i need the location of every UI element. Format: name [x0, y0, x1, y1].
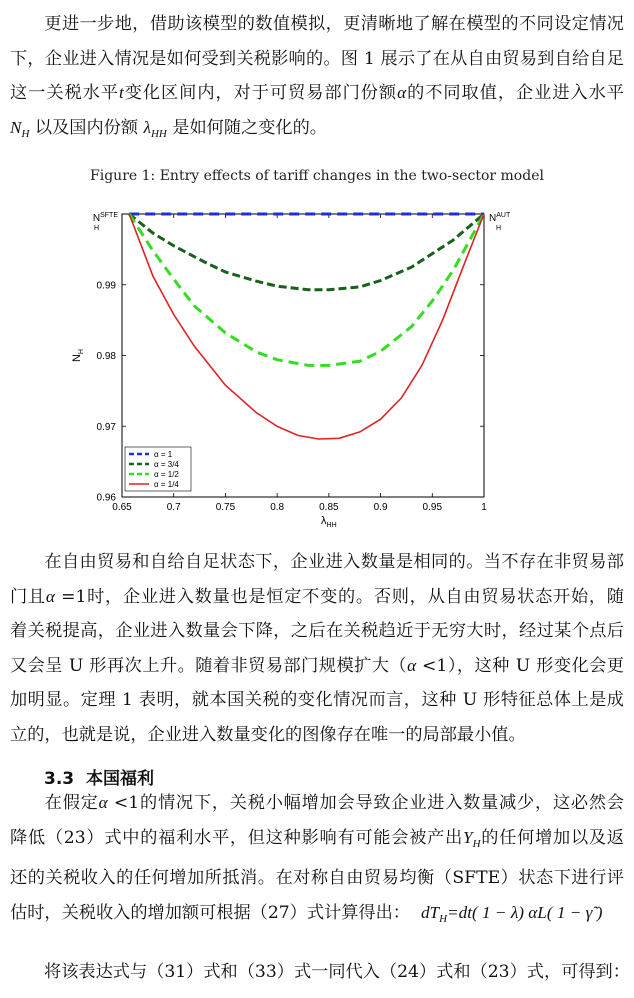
- result-line-2b: 时，企业进入数量也是恒定不变的。否则，从自由贸易状态开始，随: [86, 586, 624, 607]
- legend-entry-4: α = 1/4: [154, 480, 179, 489]
- welfare-line-2a: 降低（23）式中的福利水平，但这种影响有可能会被产出: [10, 827, 464, 848]
- y-tick-label: 0.99: [96, 280, 116, 292]
- intro-line-4a: 以及国内份额: [29, 117, 144, 138]
- formula-dt: dT: [420, 902, 440, 922]
- intro-line-3a: 这一关税水平: [10, 83, 119, 103]
- formula-rest: =dt( 1 − λ) αL( 1 − γ̃ ): [447, 902, 603, 922]
- intro-line-2: 下，企业进入情况是如何受到关税影响的。图 1 展示了在从自由贸易到自给自足: [10, 48, 624, 69]
- welfare-paragraph: [10, 786, 624, 937]
- welfare-line-3: 还的关税收入的任何增加所抵消。在对称自由贸易均衡（SFTE）状态下进行评: [10, 868, 624, 889]
- x-tick-label: 0.85: [319, 502, 339, 513]
- intro-line-1: 更进一步地，借助该模型的数值模拟，更清晰地了解在模型的不同设定情况: [44, 14, 624, 34]
- section-number: 3.3: [44, 769, 75, 789]
- formula-subscript: H: [439, 913, 448, 926]
- x-axis-label: $\lambda_{HH}$: [321, 515, 337, 529]
- entry-effects-chart: [60, 195, 530, 535]
- welfare-line-4a: 估时，关税收入的增加额可根据（27）式计算得出：: [10, 902, 410, 923]
- legend-entry-1: α = 1: [154, 450, 173, 459]
- x-tick-label: 0.65: [112, 502, 132, 513]
- legend-entry-2: α = 3/4: [154, 460, 179, 469]
- alpha-symbol: α: [45, 586, 55, 606]
- x-tick-label: 0.9: [373, 502, 388, 513]
- substitution-line-1: 将该表达式与（31）式和（33）式一同代入（24）式和（23）式，可得到：: [44, 962, 630, 982]
- sfte-annotation-sub: H: [94, 225, 100, 232]
- x-tick-label: 0.8: [270, 502, 285, 513]
- x-tick-label: 1: [481, 502, 487, 513]
- tariff-revenue-formula: [420, 902, 603, 926]
- y-tick-label: 0.96: [96, 492, 116, 504]
- intro-line-3b: 变化区间内，对于可贸易部门份额: [123, 83, 398, 103]
- substitution-paragraph: [10, 955, 630, 990]
- x-tick-label: 0.7: [166, 502, 181, 513]
- welfare-line-1a: 在假定: [44, 793, 99, 813]
- aut-annotation: $N^{AUT}$: [489, 212, 511, 224]
- intro-line-3c: 的不同取值，企业进入水平: [406, 83, 624, 103]
- result-line-5: 加明显。定理 1 表明，就本国关税的变化情况而言，这种 U 形特征总体上是成: [10, 690, 624, 710]
- figure-caption: Figure 1: Entry effects of tariff changes in the two-sector model: [90, 168, 544, 184]
- x-tick-label: 0.95: [422, 502, 443, 513]
- result-line-2a: 门且: [10, 586, 46, 607]
- welfare-line-1b: 的情况下，关税小幅增加会导致企业进入数量减少，这必然会: [139, 793, 624, 813]
- sfte-annotation: $N^{SFTE}$: [92, 212, 118, 224]
- tariff-symbol: t: [118, 83, 124, 102]
- alpha-symbol: α: [397, 83, 407, 102]
- alpha-less-one: <1: [107, 793, 140, 813]
- result-line-4b: ），这种 U 形变化会更: [447, 655, 624, 676]
- alpha-symbol: α: [98, 793, 108, 812]
- section-title: 本国福利: [85, 769, 154, 789]
- intro-paragraph: [10, 7, 624, 151]
- result-line-6: 立的，也就是说，企业进入数量变化的图像存在唯一的局部最小值。: [10, 724, 526, 745]
- y-axis-label: $N_H$: [71, 348, 85, 363]
- lambda-subscript: HH: [150, 127, 167, 140]
- x-tick-label: 0.75: [215, 502, 236, 513]
- alpha-less-one: <1: [416, 655, 448, 676]
- result-paragraph: [10, 545, 624, 752]
- output-symbol: Y: [463, 827, 473, 847]
- y-tick-label: 0.98: [96, 351, 116, 362]
- intro-line-4b: 是如何随之变化的。: [166, 117, 327, 138]
- nh-symbol: N: [10, 117, 22, 137]
- result-line-1: 在自由贸易和自给自足状态下，企业进入数量是相同的。当不存在非贸易部: [44, 552, 624, 572]
- output-subscript: H: [472, 837, 481, 850]
- alpha-equals-one: =1: [54, 586, 87, 607]
- nh-subscript: H: [21, 127, 30, 140]
- y-tick-label: 0.97: [96, 421, 116, 433]
- lambda-symbol: λ: [143, 117, 151, 137]
- aut-annotation-sub: H: [496, 225, 502, 232]
- alpha-symbol: α: [407, 655, 417, 675]
- result-line-4a: 又会呈 U 形再次上升。随着非贸易部门规模扩大（: [10, 655, 408, 676]
- result-line-3: 着关税提高，企业进入数量会下降，之后在关税趋近于无穷大时，经过某个点后: [10, 621, 624, 641]
- legend-entry-3: α = 1/2: [154, 470, 179, 479]
- welfare-line-2b: 的任何增加以及返: [480, 827, 624, 848]
